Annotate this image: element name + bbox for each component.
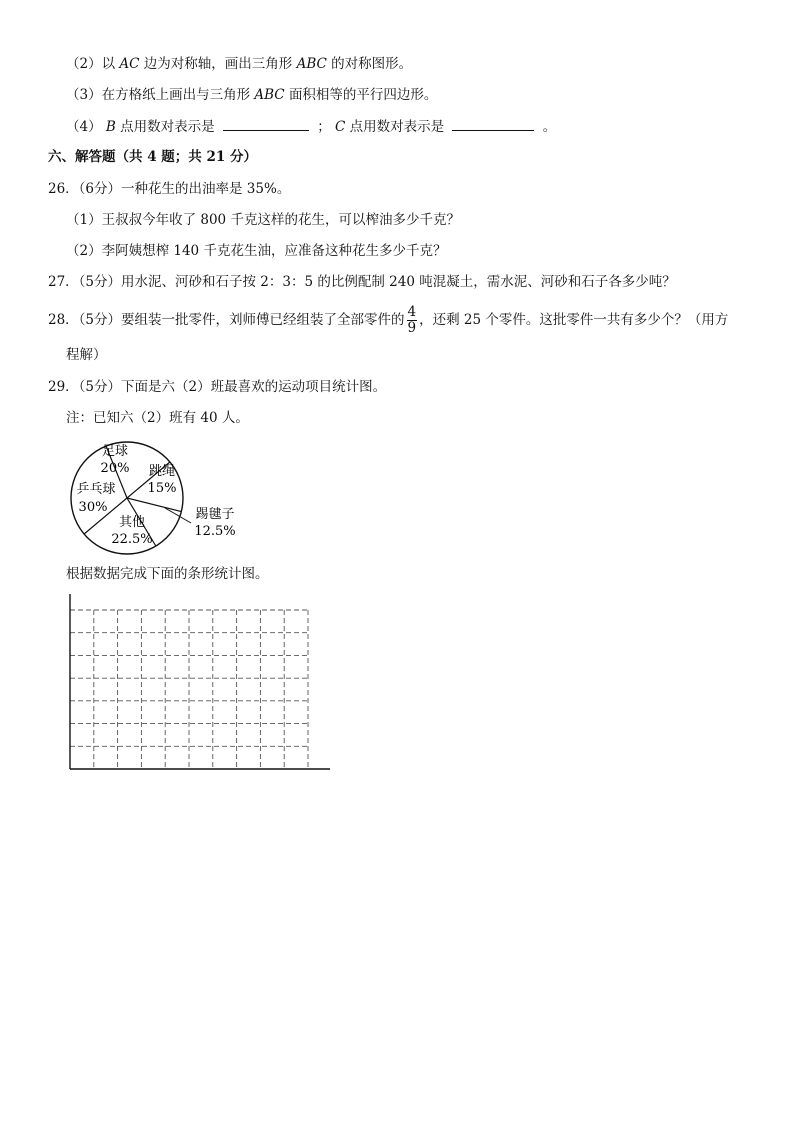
text: （3）在方格纸上画出与三角形 [66, 87, 251, 103]
slice-value-football: 20% [100, 461, 130, 476]
grid-lines [70, 610, 308, 769]
q28-stem [48, 303, 728, 337]
text: 面积相等的平行四边形。 [288, 87, 438, 103]
text: ABC [296, 56, 327, 72]
text: 点用数对表示是 [349, 119, 445, 135]
slice-label-pingpong: 乒乓球 [76, 482, 116, 497]
fraction [407, 305, 418, 336]
text: ； [317, 119, 331, 135]
q27-stem: 27．（5分）用水泥、河砂和石子按 2：3：5 的比例配制 240 吨混凝土，需水泥、河砂和石子各多少吨？ [48, 274, 676, 290]
q25-part4 [66, 116, 556, 137]
text: B [105, 119, 116, 135]
answer-blank-b[interactable] [223, 116, 309, 131]
text: 点用数对表示是 [120, 119, 215, 135]
text: C [335, 119, 346, 135]
q26-part2: （2）李阿姨想榨 140 千克花生油，应准备这种花生多少千克？ [66, 243, 447, 259]
slice-value-shuttlecock: 12.5% [194, 524, 236, 539]
slice-value-other: 22.5% [111, 532, 153, 547]
slice-label-football: 足球 [101, 444, 129, 459]
slice-label-shuttlecock: 踢毽子 [195, 507, 235, 522]
q29-stem: 29．（5分）下面是六（2）班最喜欢的运动项目统计图。 [48, 379, 387, 395]
q28-stem-cont: 程解） [66, 347, 107, 363]
text: 。 [542, 119, 557, 135]
text: ，还剩 25 个零件。这批零件一共有多少个？（用方 [419, 312, 729, 328]
pie-chart [60, 432, 300, 562]
slice-label-other: 其他 [118, 515, 146, 530]
slice-value-jumprope: 15% [147, 481, 177, 496]
section-heading: 六、解答题（共 4 题；共 21 分） [48, 149, 257, 165]
q25-part3 [66, 85, 437, 105]
text: （2）以 [66, 56, 116, 72]
text: AC [119, 56, 140, 72]
fraction-numerator: 4 [407, 304, 417, 320]
answer-blank-c[interactable] [452, 116, 534, 131]
text: 28．（5分）要组装一批零件，刘师傅已经组装了全部零件的 [48, 312, 405, 328]
fraction-denominator: 9 [407, 320, 417, 336]
pie-slice-boundary-踢毽子 [127, 498, 181, 512]
q29-note: 注：已知六（2）班有 40 人。 [66, 410, 249, 426]
text: 边为对称轴，画出三角形 [143, 56, 293, 72]
q25-part2 [66, 54, 412, 74]
text: 的对称图形。 [331, 56, 413, 72]
text: （4） [66, 119, 102, 135]
q29-instruction: 根据数据完成下面的条形统计图。 [66, 566, 269, 582]
slice-value-pingpong: 30% [78, 500, 108, 515]
slice-label-jumprope: 跳绳 [148, 464, 176, 479]
bar-chart-grid [64, 592, 334, 777]
q26-stem: 26．（6分）一种花生的出油率是 35%。 [48, 181, 291, 197]
q26-part1: （1）王叔叔今年收了 800 千克这样的花生，可以榨油多少千克？ [66, 212, 460, 228]
text: ABC [254, 87, 285, 103]
